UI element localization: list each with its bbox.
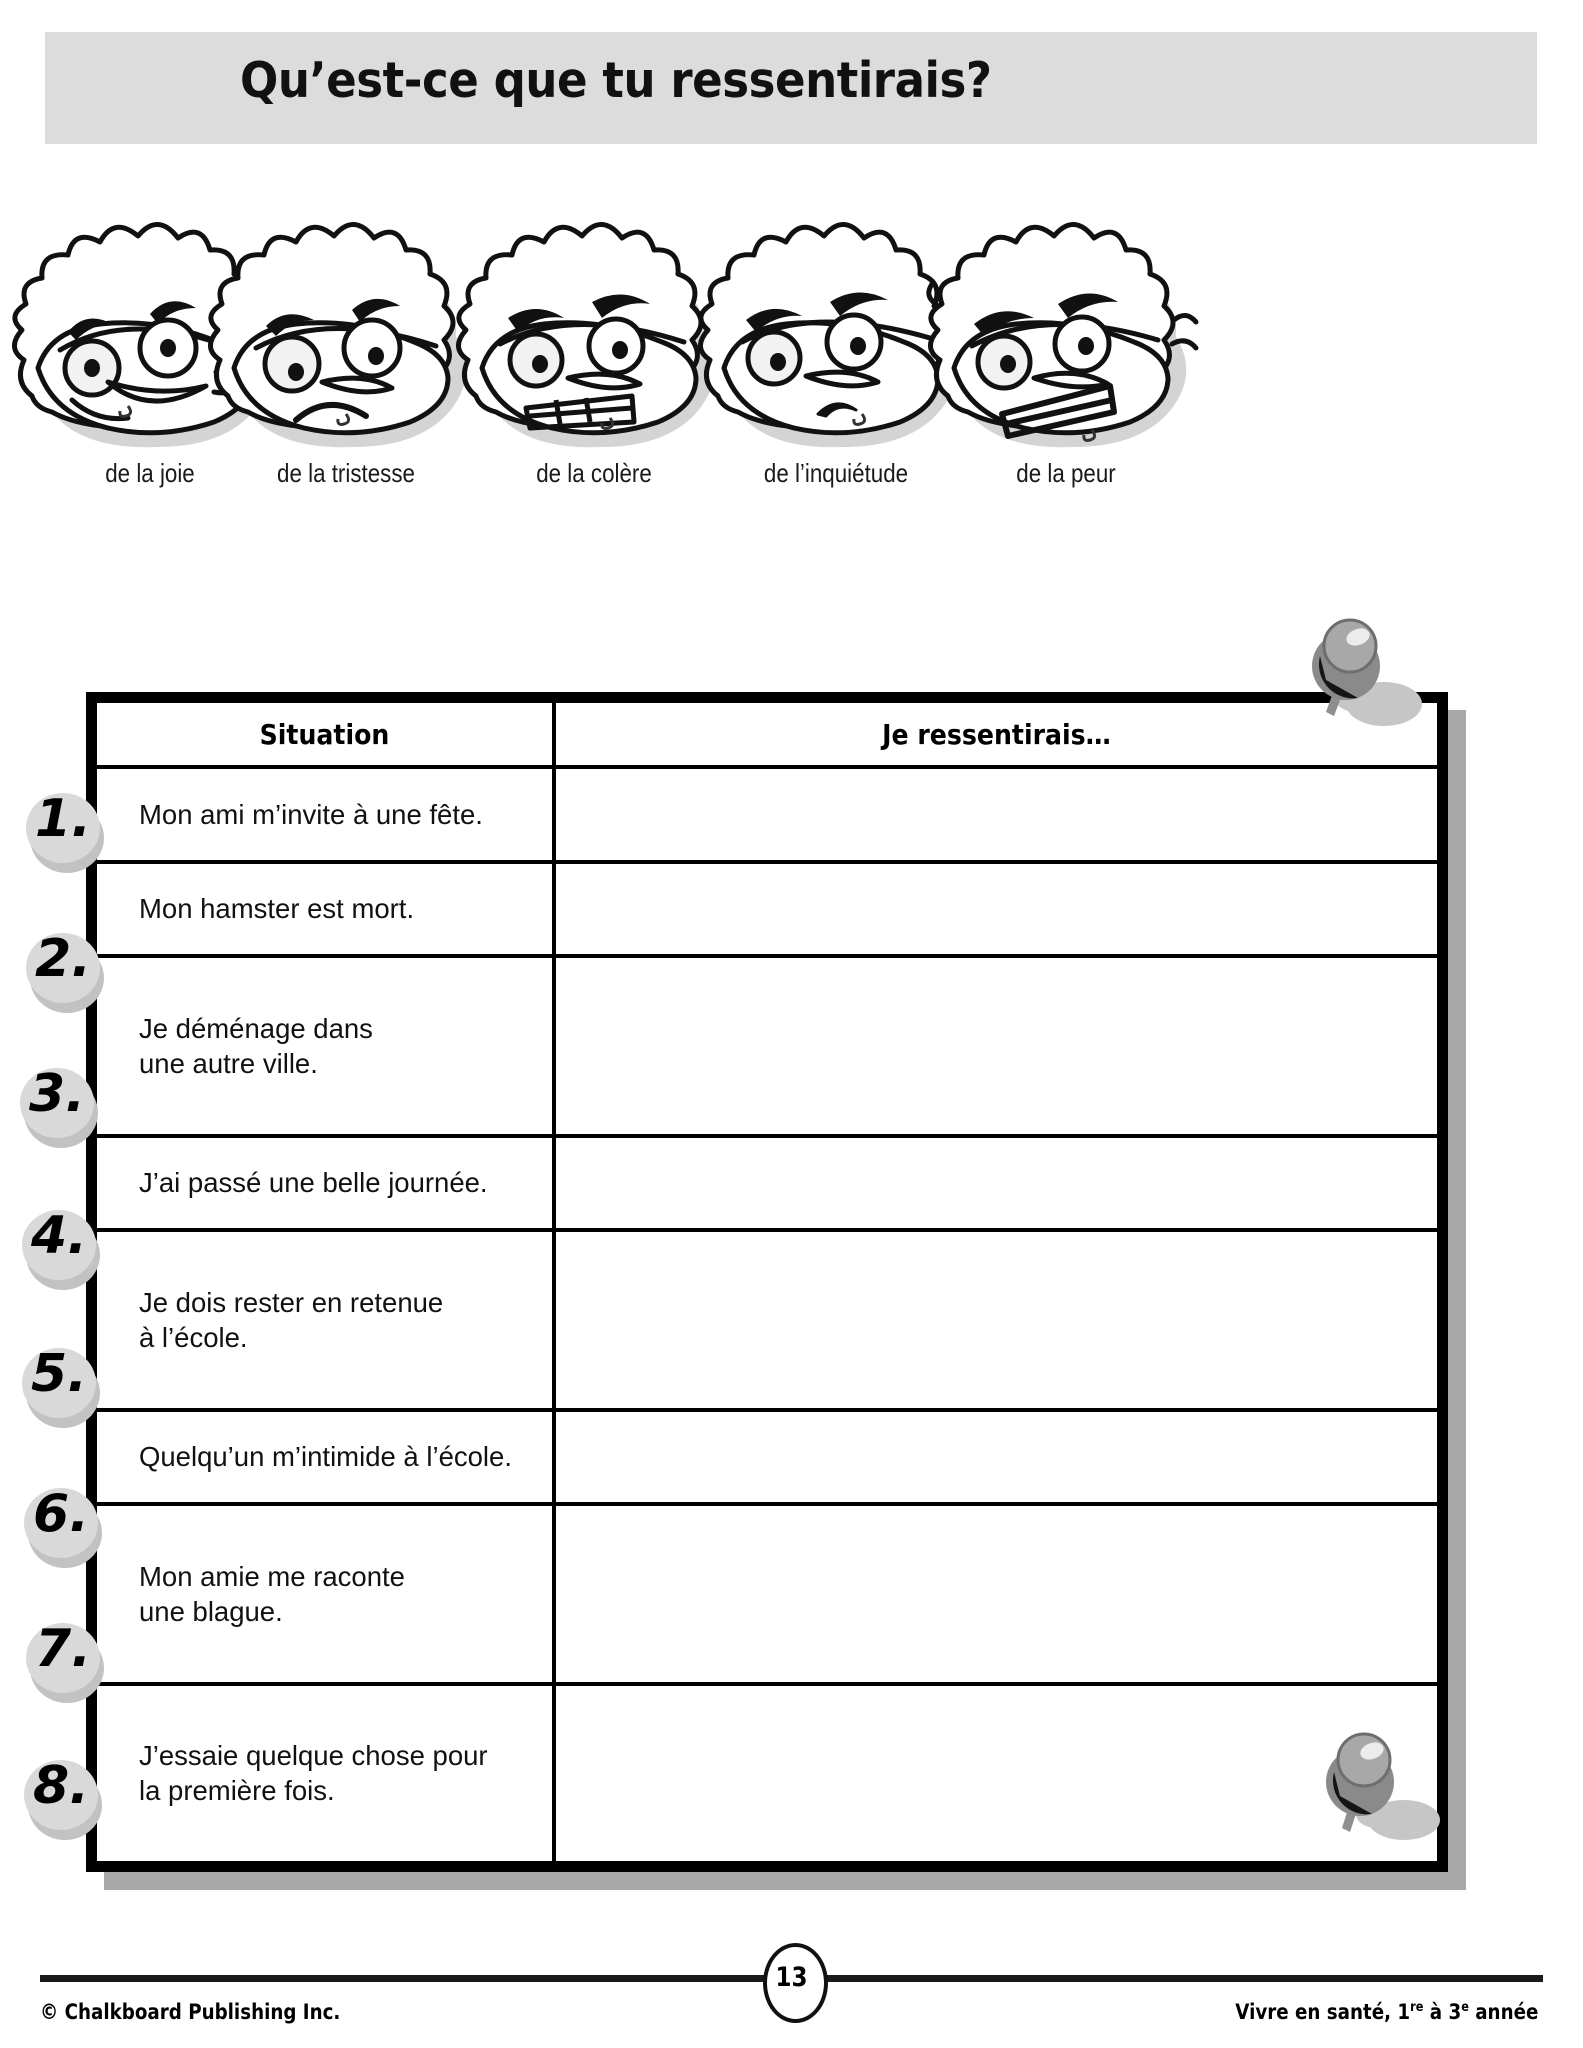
emotion-item-peur (916, 200, 1216, 540)
situation-text-line: Mon amie me raconte (139, 1560, 405, 1592)
table-row (95, 956, 1439, 1135)
pushpin-top-right (1282, 604, 1442, 739)
row-number-bubble-4 (22, 1206, 102, 1290)
row-number-bubble-3 (20, 1064, 100, 1148)
row-number-label: 8. (33, 1756, 89, 1816)
situations-table (93, 699, 1441, 1865)
table-row (95, 1230, 1439, 1409)
row-number-bubble-6 (24, 1484, 104, 1568)
pushpin-bottom-right (1298, 1702, 1458, 1847)
situation-cell-7 (95, 1504, 554, 1683)
situation-cell-3 (95, 956, 554, 1135)
situation-text-line: Mon hamster est mort. (139, 893, 415, 925)
situation-cell-1 (95, 767, 554, 862)
table-row (95, 862, 1439, 957)
situation-cell-8 (95, 1684, 554, 1864)
situation-text-line: Je dois rester en retenue (139, 1286, 444, 1318)
emotion-faces-row (0, 200, 1583, 540)
situation-text-line: une autre ville. (139, 1047, 318, 1079)
situation-cell-4 (95, 1136, 554, 1231)
column-header-situation-label: Situation (259, 717, 390, 751)
situation-cell-6 (95, 1410, 554, 1505)
scared-face-icon (916, 200, 1216, 450)
emotion-label: de la joie (105, 458, 195, 488)
row-number-bubble-5 (22, 1344, 102, 1428)
row-number-label: 5. (31, 1344, 87, 1404)
page-number: 13 (775, 1962, 808, 1993)
situation-text-line: une blague. (139, 1595, 283, 1627)
book-title-prefix: Vivre en santé, 1 (1234, 2000, 1410, 2024)
table-header-row (95, 701, 1439, 767)
emotion-label: de la tristesse (277, 458, 415, 488)
situation-text-line: J’essaie quelque chose pour (139, 1740, 488, 1772)
row-number-bubble-2 (26, 929, 106, 1013)
book-title-suffix: année (1468, 2000, 1538, 2024)
answer-cell-6[interactable] (554, 1410, 1439, 1505)
answer-cell-5[interactable] (554, 1230, 1439, 1409)
book-title-sup-2: e (1460, 2000, 1469, 2015)
row-number-label: 4. (31, 1206, 87, 1266)
row-number-bubble-7 (26, 1619, 106, 1703)
book-title-sup-1: re (1409, 2000, 1424, 2015)
situation-text-line: Je déménage dans (139, 1012, 373, 1044)
column-header-situation (95, 701, 554, 767)
row-number-bubble-1 (26, 789, 106, 873)
page-title: Qu’est-ce que tu ressentirais? (240, 52, 992, 109)
situation-text-line: à l’école. (139, 1321, 248, 1353)
table-row (95, 1136, 1439, 1231)
emotion-label: de la peur (1016, 458, 1116, 488)
situation-text-line: J’ai passé une belle journée. (139, 1167, 488, 1199)
row-number-label: 3. (29, 1064, 85, 1124)
emotion-label: de la colère (536, 458, 652, 488)
situation-text-line: la première fois. (139, 1775, 335, 1807)
situation-text-line: Quelqu’un m’intimide à l’école. (139, 1441, 512, 1473)
situation-cell-2 (95, 862, 554, 957)
table-row (95, 767, 1439, 862)
answer-cell-2[interactable] (554, 862, 1439, 957)
row-number-bubble-8 (24, 1756, 104, 1840)
row-number-label: 2. (35, 929, 91, 989)
situation-cell-5 (95, 1230, 554, 1409)
row-number-label: 7. (35, 1619, 91, 1679)
footer-copyright: © Chalkboard Publishing Inc. (40, 2000, 341, 2024)
table-row (95, 1410, 1439, 1505)
answer-cell-1[interactable] (554, 767, 1439, 862)
table-row (95, 1684, 1439, 1864)
row-number-label: 1. (35, 789, 91, 849)
situation-text-line: Mon ami m’invite à une fête. (139, 798, 483, 830)
answer-cell-7[interactable] (554, 1504, 1439, 1683)
row-number-label: 6. (33, 1484, 89, 1544)
answer-cell-3[interactable] (554, 956, 1439, 1135)
situations-table-container (86, 692, 1448, 1872)
table-row (95, 1504, 1439, 1683)
emotion-label: de l’inquiétude (763, 458, 909, 488)
book-title-mid: à 3 (1423, 2000, 1461, 2024)
footer-book-title (1235, 2000, 1538, 2024)
column-header-je-ressentirais-label: Je ressentirais… (882, 717, 1111, 751)
answer-cell-4[interactable] (554, 1136, 1439, 1231)
